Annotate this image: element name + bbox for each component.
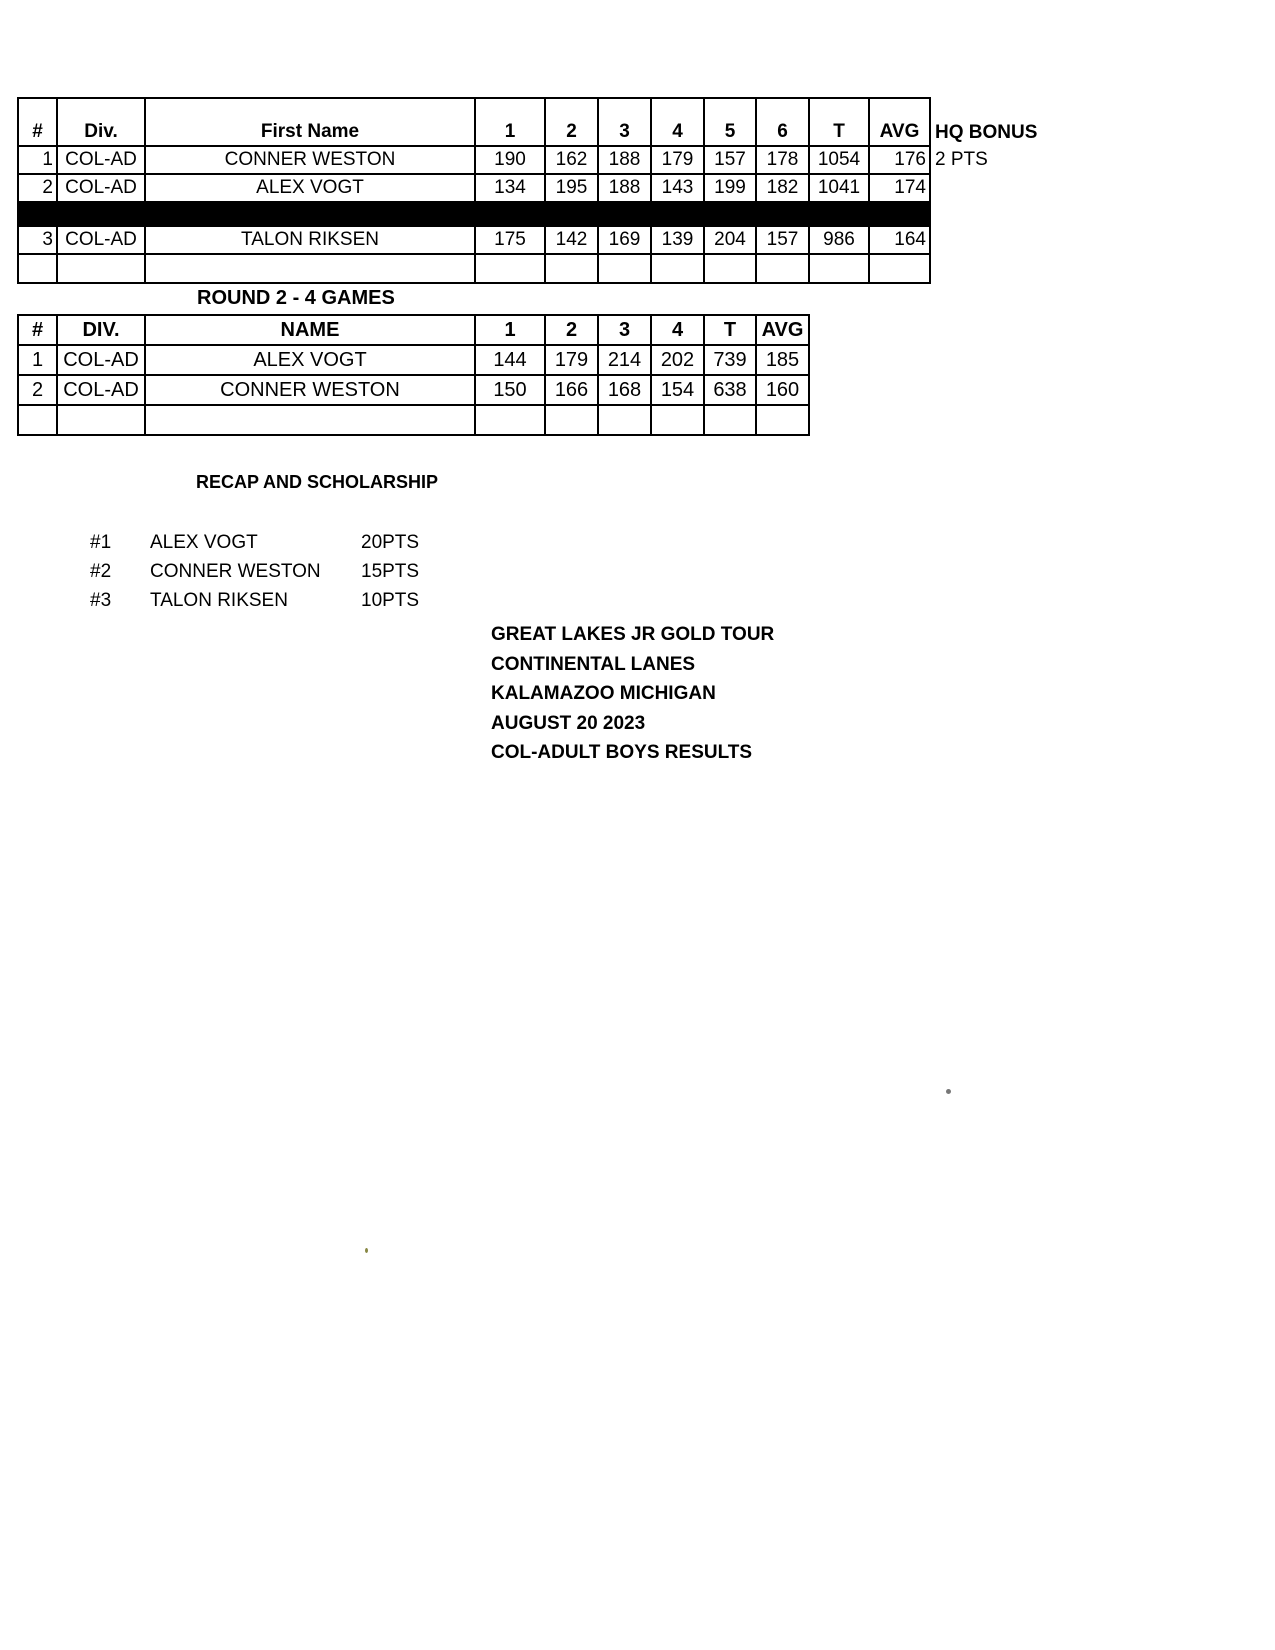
header-total: T — [809, 98, 869, 146]
game-cell: 162 — [545, 146, 598, 174]
header-game-2: 2 — [545, 98, 598, 146]
game-cell: 154 — [651, 375, 704, 405]
game-cell: 142 — [545, 226, 598, 254]
table-row — [18, 146, 1041, 174]
game-cell: 134 — [475, 174, 545, 202]
event-location: KALAMAZOO MICHIGAN — [491, 683, 716, 704]
game-cell: 144 — [475, 345, 545, 375]
recap-title: RECAP AND SCHOLARSHIP — [196, 472, 439, 492]
cut-line-row — [18, 202, 1041, 226]
recap-rank: #1 — [90, 532, 112, 553]
name-cell: CONNER WESTON — [145, 146, 475, 174]
game-cell: 214 — [598, 345, 651, 375]
game-cell: 195 — [545, 174, 598, 202]
header-game-1: 1 — [475, 315, 545, 345]
header-rank: # — [18, 98, 57, 146]
header-game-1: 1 — [475, 98, 545, 146]
header-game-6: 6 — [756, 98, 809, 146]
div-cell: COL-AD — [57, 226, 145, 254]
avg-cell: 174 — [869, 174, 930, 202]
round1-table — [17, 97, 1042, 284]
game-cell: 143 — [651, 174, 704, 202]
rank-cell: 1 — [18, 345, 57, 375]
game-cell: 188 — [598, 174, 651, 202]
event-date: AUGUST 20 2023 — [491, 712, 646, 734]
game-cell: 139 — [651, 226, 704, 254]
table-row — [18, 174, 1041, 202]
header-name: NAME — [145, 315, 475, 345]
avg-cell: 164 — [869, 226, 930, 254]
bonus-cell: 2 PTS — [935, 149, 988, 170]
table-row — [18, 375, 809, 405]
recap-points: 20PTS — [361, 532, 420, 553]
rank-cell: 2 — [18, 375, 57, 405]
name-cell: TALON RIKSEN — [145, 226, 475, 254]
event-info — [491, 620, 774, 768]
div-cell: COL-AD — [57, 375, 145, 405]
table-row — [18, 345, 809, 375]
recap-name: TALON RIKSEN — [150, 590, 288, 611]
header-avg: AVG — [869, 98, 930, 146]
rank-cell: 3 — [18, 226, 57, 254]
game-cell: 169 — [598, 226, 651, 254]
game-cell: 179 — [545, 345, 598, 375]
empty-row — [18, 405, 809, 435]
game-cell: 179 — [651, 146, 704, 174]
header-game-3: 3 — [598, 315, 651, 345]
game-cell: 202 — [651, 345, 704, 375]
total-cell: 638 — [704, 375, 756, 405]
header-total: T — [704, 315, 756, 345]
header-rank: # — [18, 315, 57, 345]
recap-rank: #3 — [90, 590, 112, 611]
game-cell: 199 — [704, 174, 756, 202]
total-cell: 1054 — [809, 146, 869, 174]
game-cell: 190 — [475, 146, 545, 174]
header-game-3: 3 — [598, 98, 651, 146]
game-cell: 188 — [598, 146, 651, 174]
round2-header-row — [18, 315, 809, 345]
game-cell: 182 — [756, 174, 809, 202]
header-name: First Name — [145, 98, 475, 146]
recap-points: 10PTS — [361, 590, 420, 611]
header-avg: AVG — [756, 315, 809, 345]
game-cell: 175 — [475, 226, 545, 254]
header-game-5: 5 — [704, 98, 756, 146]
recap-points: 15PTS — [361, 561, 420, 582]
rank-cell: 2 — [18, 174, 57, 202]
name-cell: ALEX VOGT — [145, 174, 475, 202]
total-cell: 739 — [704, 345, 756, 375]
game-cell: 168 — [598, 375, 651, 405]
name-cell: ALEX VOGT — [145, 345, 475, 375]
event-tour: GREAT LAKES JR GOLD TOUR — [491, 624, 775, 645]
div-cell: COL-AD — [57, 345, 145, 375]
empty-row — [18, 254, 1041, 283]
round1-header-row — [18, 98, 1041, 146]
header-div: DIV. — [57, 315, 145, 345]
name-cell: CONNER WESTON — [145, 375, 475, 405]
div-cell: COL-AD — [57, 174, 145, 202]
table-row — [18, 226, 1041, 254]
header-game-2: 2 — [545, 315, 598, 345]
round2-title: ROUND 2 - 4 GAMES — [197, 287, 395, 309]
div-cell: COL-AD — [57, 146, 145, 174]
avg-cell: 160 — [756, 375, 809, 405]
round2-table — [17, 314, 810, 436]
game-cell: 157 — [756, 226, 809, 254]
game-cell: 178 — [756, 146, 809, 174]
event-division: COL-ADULT BOYS RESULTS — [491, 742, 753, 763]
rank-cell: 1 — [18, 146, 57, 174]
header-hq-bonus: HQ BONUS — [935, 122, 1038, 143]
scan-speck — [365, 1248, 368, 1253]
avg-cell: 176 — [869, 146, 930, 174]
header-game-4: 4 — [651, 98, 704, 146]
game-cell: 157 — [704, 146, 756, 174]
avg-cell: 185 — [756, 345, 809, 375]
total-cell: 1041 — [809, 174, 869, 202]
header-div: Div. — [57, 98, 145, 146]
game-cell: 204 — [704, 226, 756, 254]
recap-rank: #2 — [90, 561, 112, 582]
header-game-4: 4 — [651, 315, 704, 345]
recap-name: ALEX VOGT — [150, 532, 258, 553]
total-cell: 986 — [809, 226, 869, 254]
event-venue: CONTINENTAL LANES — [491, 653, 696, 675]
bonus-cell — [930, 174, 1041, 202]
recap-name: CONNER WESTON — [150, 561, 321, 582]
game-cell: 150 — [475, 375, 545, 405]
scan-speck — [946, 1089, 951, 1094]
bonus-cell — [930, 226, 1041, 254]
game-cell: 166 — [545, 375, 598, 405]
